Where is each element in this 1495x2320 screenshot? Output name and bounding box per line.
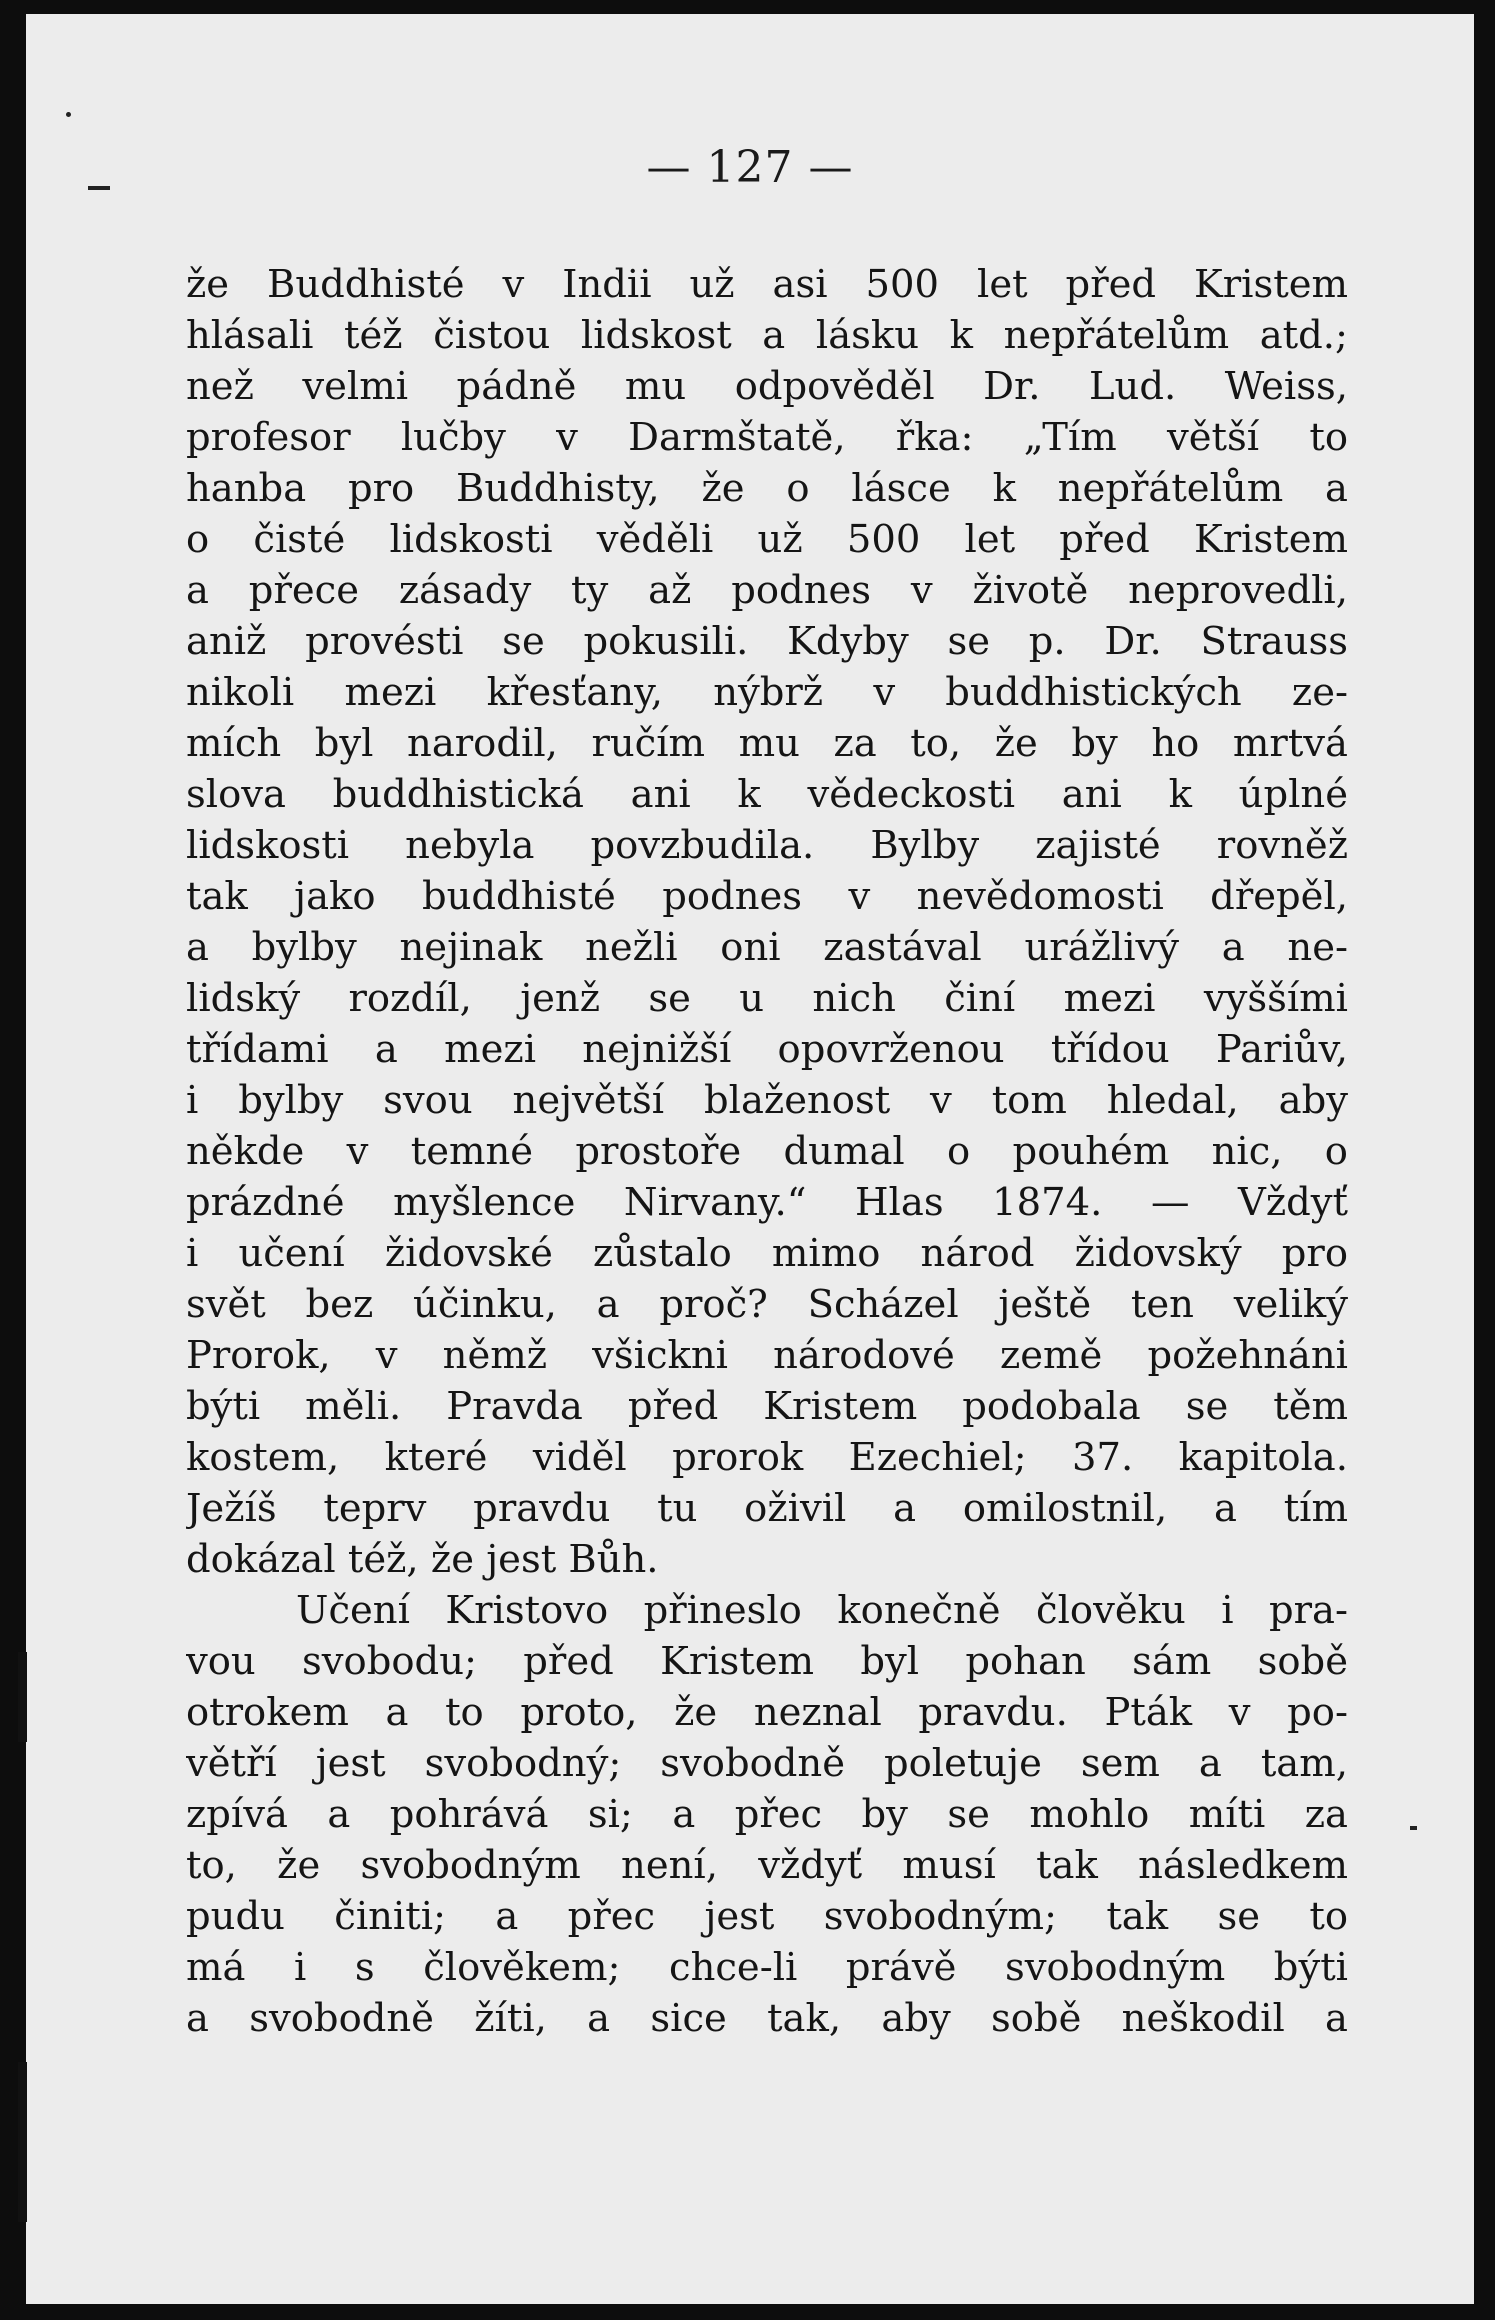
text-line: třídami a mezi nejnižší opovrženou třídou Pariův, xyxy=(186,1027,1348,1072)
text-line: svět bez účinku, a proč? Scházel ještě ten veliký xyxy=(186,1282,1348,1327)
scan-speck xyxy=(66,112,71,117)
page-number: — 127 — xyxy=(646,142,854,193)
text-line: hlásali též čistou lidskost a lásku k nepřátelům atd.; xyxy=(186,313,1348,358)
text-line: dokázal též, že jest Bůh. xyxy=(186,1537,659,1582)
scan-speck xyxy=(88,186,110,190)
text-line: vou svobodu; před Kristem byl pohan sám sobě xyxy=(186,1639,1348,1684)
text-line: to, že svobodným není, vždyť musí tak následkem xyxy=(186,1843,1348,1888)
text-line: má i s člověkem; chce-li právě svobodným býti xyxy=(186,1945,1348,1990)
text-line: o čisté lidskosti věděli už 500 let před Kristem xyxy=(186,517,1348,562)
book-page xyxy=(26,14,1474,2304)
text-line: otrokem a to proto, že neznal pravdu. Pták v po- xyxy=(186,1690,1348,1735)
text-line: a přece zásady ty až podnes v životě neprovedli, xyxy=(186,568,1348,613)
text-line: Učení Kristovo přineslo konečně člověku i pra- xyxy=(296,1588,1348,1633)
text-line: slova buddhistická ani k vědeckosti ani k úplné xyxy=(186,772,1348,817)
text-line: býti měli. Pravda před Kristem podobala se těm xyxy=(186,1384,1348,1429)
text-line: hanba pro Buddhisty, že o lásce k nepřátelům a xyxy=(186,466,1348,511)
text-line: profesor lučby v Darmštatě, řka: „Tím větší to xyxy=(186,415,1348,460)
text-line: prázdné myšlence Nirvany.“ Hlas 1874. — Vždyť xyxy=(186,1180,1348,1225)
text-line: kostem, které viděl prorok Ezechiel; 37. kapitola. xyxy=(186,1435,1348,1480)
text-line: a bylby nejinak nežli oni zastával urážlivý a ne- xyxy=(186,925,1348,970)
text-line: a svobodně žíti, a sice tak, aby sobě neškodil a xyxy=(186,1996,1348,2041)
text-line: než velmi pádně mu odpověděl Dr. Lud. Weiss, xyxy=(186,364,1348,409)
text-line: zpívá a pohrává si; a přec by se mohlo míti za xyxy=(186,1792,1348,1837)
text-line: pudu činiti; a přec jest svobodným; tak se to xyxy=(186,1894,1348,1939)
text-line: i učení židovské zůstalo mimo národ židovský pro xyxy=(186,1231,1348,1276)
text-line: lidský rozdíl, jenž se u nich činí mezi vyššími xyxy=(186,976,1348,1021)
text-line: větří jest svobodný; svobodně poletuje sem a tam, xyxy=(186,1741,1348,1786)
text-line: lidskosti nebyla povzbudila. Bylby zajisté rovněž xyxy=(186,823,1348,868)
text-line: že Buddhisté v Indii už asi 500 let před Kristem xyxy=(186,262,1348,307)
binding-shadow xyxy=(18,1652,27,1742)
text-line: i bylby svou největší blaženost v tom hledal, aby xyxy=(186,1078,1348,1123)
text-line: tak jako buddhisté podnes v nevědomosti dřepěl, xyxy=(186,874,1348,919)
text-line: nikoli mezi křesťany, nýbrž v buddhistických ze- xyxy=(186,670,1348,715)
body-text xyxy=(186,259,1348,2044)
text-line: někde v temné prostoře dumal o pouhém nic, o xyxy=(186,1129,1348,1174)
text-line: Prorok, v němž všickni národové země požehnáni xyxy=(186,1333,1348,1378)
text-line: Ježíš teprv pravdu tu oživil a omilostnil, a tím xyxy=(186,1486,1348,1531)
text-line: mích byl narodil, ručím mu za to, že by ho mrtvá xyxy=(186,721,1348,766)
binding-shadow xyxy=(18,2062,27,2222)
text-line: aniž provésti se pokusili. Kdyby se p. Dr. Strauss xyxy=(186,619,1348,664)
scan-speck xyxy=(1410,1826,1417,1830)
